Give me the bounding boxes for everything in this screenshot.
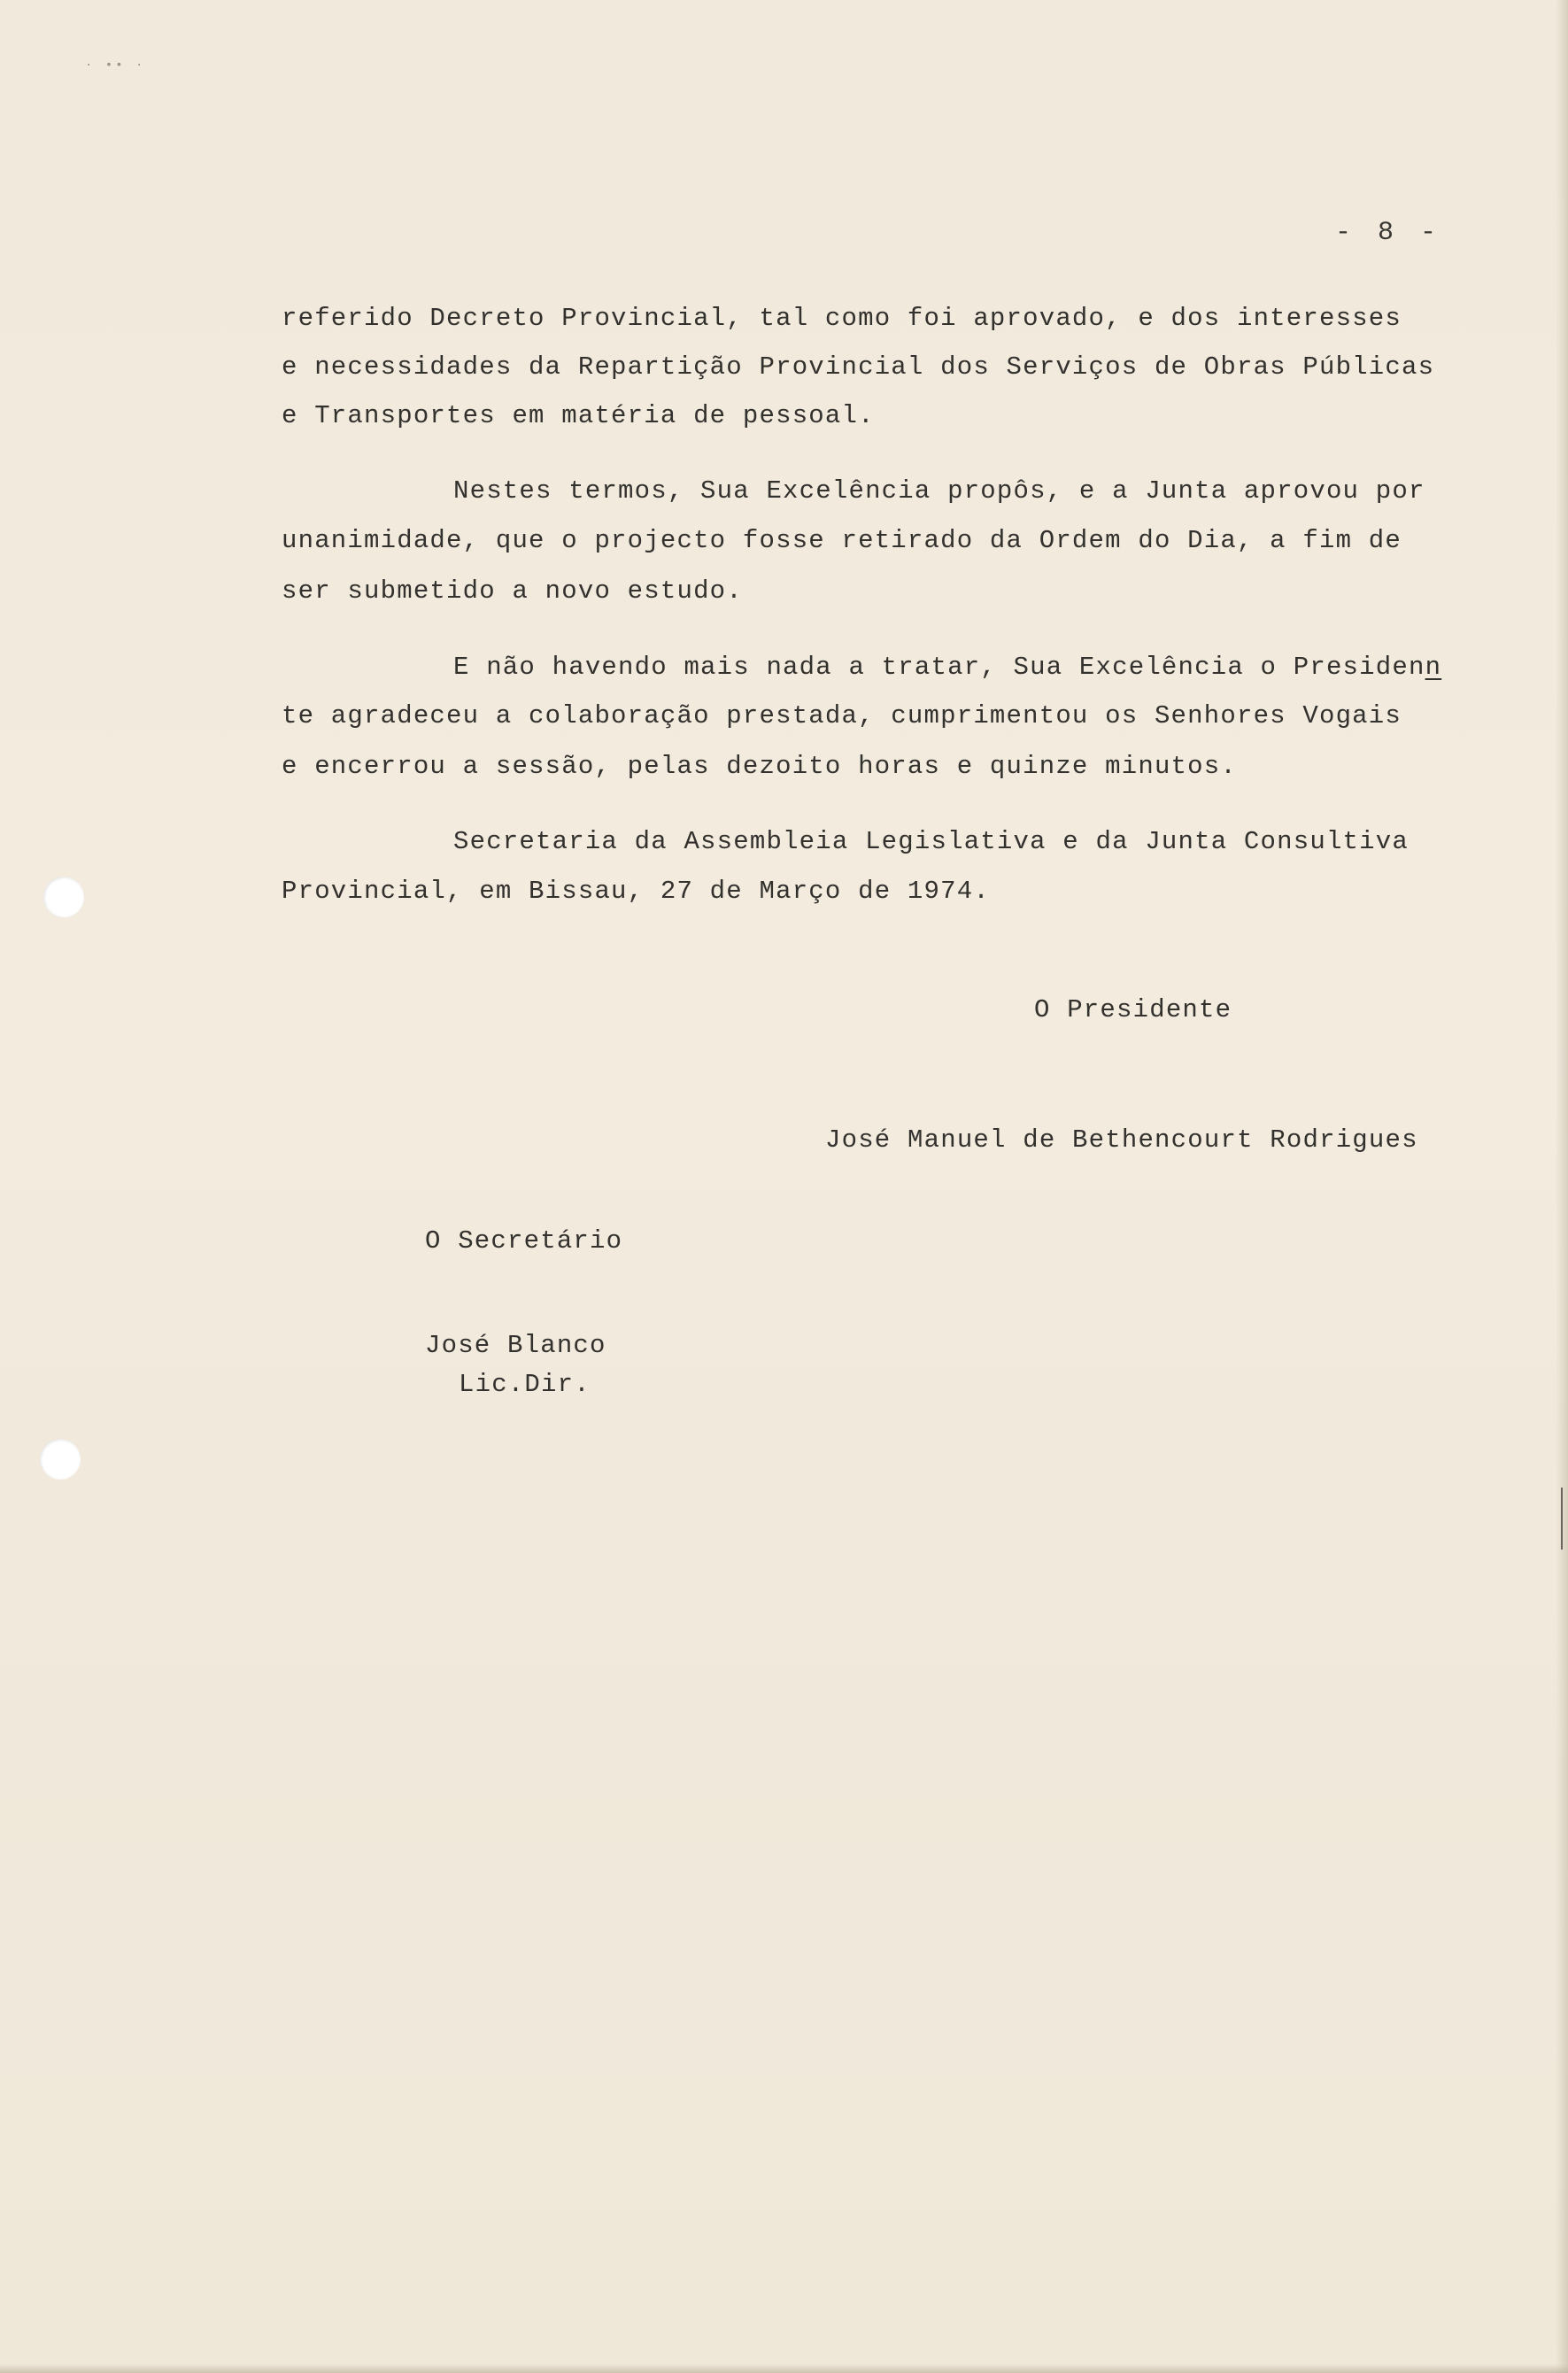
- paragraph3-line2: te agradeceu a colaboração prestada, cumprimentou os Senhores Vogais: [282, 701, 1402, 730]
- punch-hole-bottom: [40, 1439, 81, 1480]
- paragraph2-line1: Nestes termos, Sua Excelência propôs, e a Junta aprovou por: [453, 476, 1425, 506]
- paragraph2-line2: unanimidade, que o projecto fosse retirado da Ordem do Dia, a fim de: [282, 526, 1402, 555]
- paragraph4-line1: Secretaria da Assembleia Legislativa e da Junta Consultiva: [453, 827, 1409, 856]
- paragraph4-line2: Provincial, em Bissau, 27 de Março de 1974.: [282, 877, 990, 906]
- paragraph1-line1: referido Decreto Provincial, tal como foi aprovado, e dos interesses: [282, 304, 1402, 333]
- page-number: - 8 -: [1335, 218, 1442, 248]
- paragraph3-line1: [453, 653, 1441, 682]
- paragraph1-line2: e necessidades da Repartição Provincial dos Serviços de Obras Públicas: [282, 352, 1435, 382]
- secretary-post: Lic.Dir.: [459, 1370, 591, 1399]
- secretary-name: José Blanco: [425, 1331, 606, 1360]
- president-name: José Manuel de Bethencourt Rodrigues: [825, 1125, 1418, 1155]
- paragraph1-line3: e Transportes em matéria de pessoal.: [282, 401, 875, 430]
- page-bottom-shadow: [0, 2364, 1568, 2373]
- corner-mark: · •• ·: [85, 58, 146, 73]
- paragraph3-line3: e encerrou a sessão, pelas dezoito horas e quinze minutos.: [282, 752, 1237, 781]
- secretary-title: O Secretário: [425, 1226, 623, 1256]
- punch-hole-top: [43, 877, 84, 917]
- paragraph3-underlined-letter: n: [1425, 653, 1442, 682]
- president-title: O Presidente: [1034, 995, 1232, 1024]
- paragraph3-line1-text: E não havendo mais nada a tratar, Sua Excelência o Presiden: [453, 653, 1425, 682]
- page-edge-shadow: [1556, 0, 1568, 2373]
- paragraph2-line3: ser submetido a novo estudo.: [282, 576, 743, 606]
- margin-mark: [1561, 1488, 1563, 1550]
